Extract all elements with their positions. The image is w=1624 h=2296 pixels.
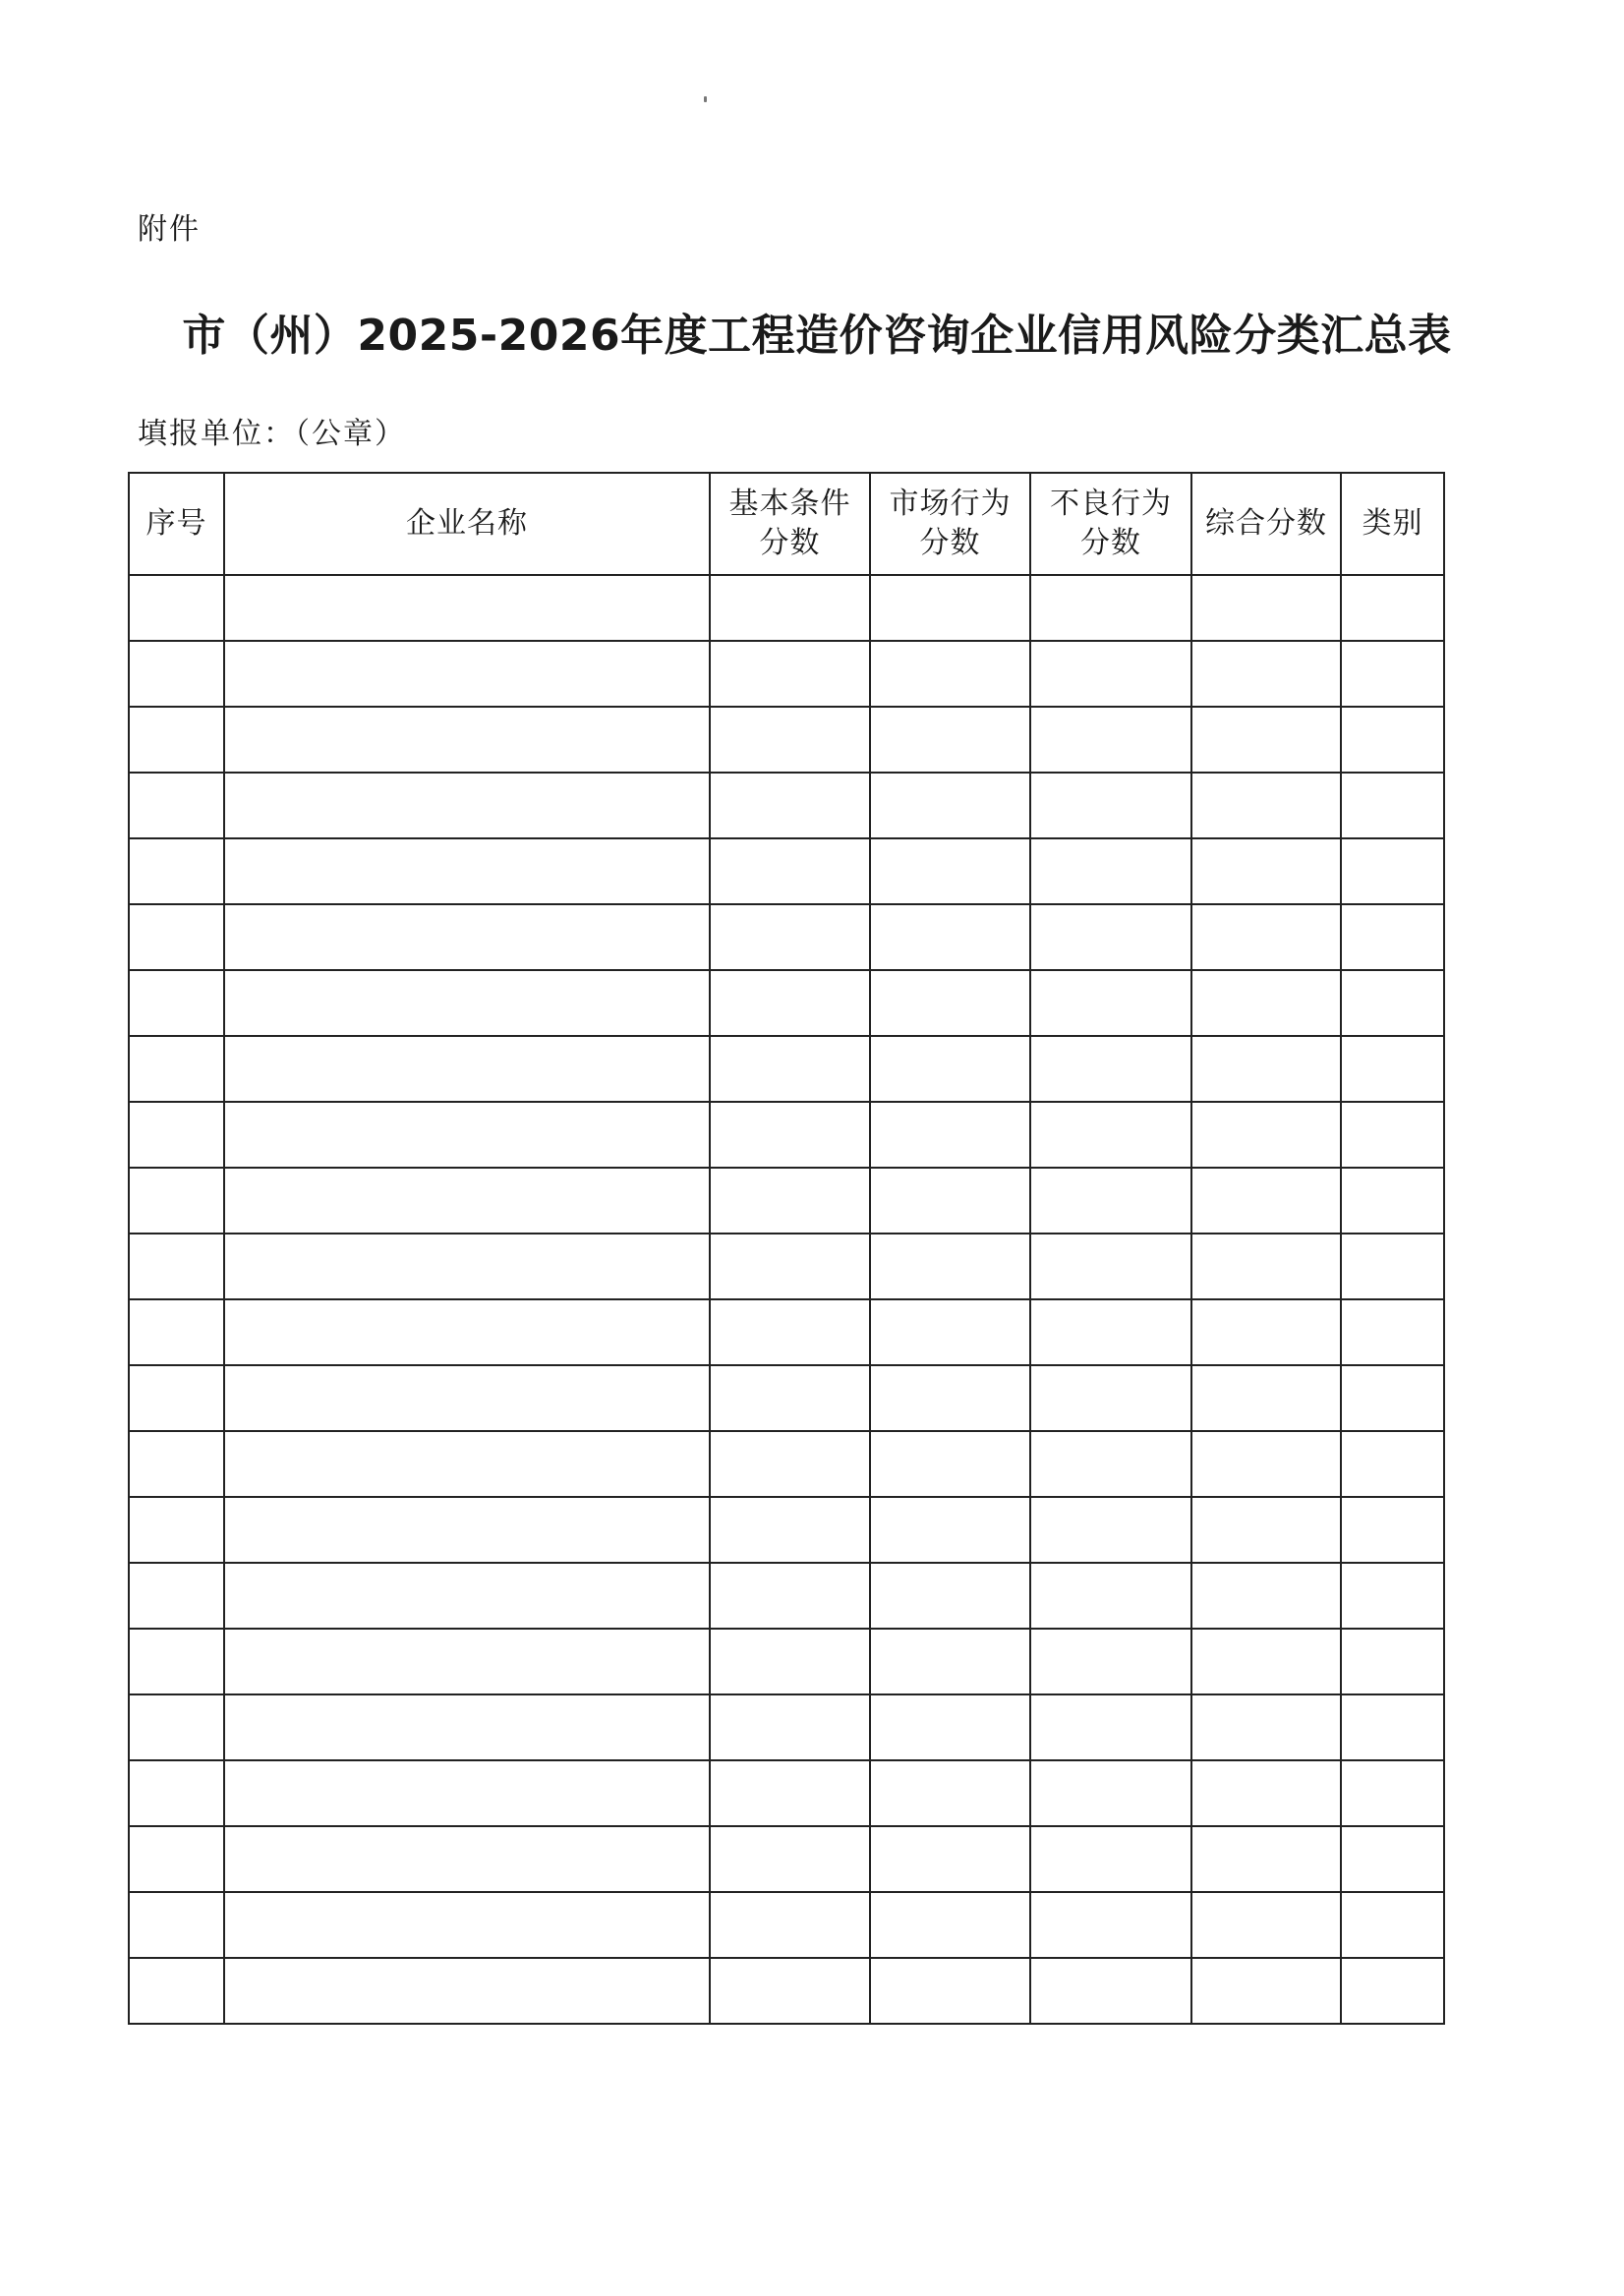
table-row <box>129 575 1444 641</box>
cell-serial-number[interactable] <box>129 1234 224 1299</box>
cell-company-name[interactable] <box>224 1365 710 1431</box>
cell-serial-number[interactable] <box>129 575 224 641</box>
header-company-name: 企业名称 <box>224 473 710 575</box>
cell-bad-behavior-score[interactable] <box>1030 1036 1191 1102</box>
cell-basic-conditions-score[interactable] <box>710 773 870 838</box>
table-row <box>129 838 1444 904</box>
cell-comprehensive-score[interactable] <box>1191 1694 1341 1760</box>
header-comprehensive-score: 综合分数 <box>1191 473 1341 575</box>
cell-serial-number[interactable] <box>129 904 224 970</box>
cell-comprehensive-score[interactable] <box>1191 707 1341 773</box>
cell-market-behavior-score[interactable] <box>870 1892 1030 1958</box>
cell-company-name[interactable] <box>224 1892 710 1958</box>
cell-serial-number[interactable] <box>129 1760 224 1826</box>
cell-category[interactable] <box>1341 641 1444 707</box>
header-market-behavior-score: 市场行为 分数 <box>870 473 1030 575</box>
cell-comprehensive-score[interactable] <box>1191 641 1341 707</box>
cell-company-name[interactable] <box>224 773 710 838</box>
table-row <box>129 707 1444 773</box>
cell-bad-behavior-score[interactable] <box>1030 707 1191 773</box>
cell-market-behavior-score[interactable] <box>870 1694 1030 1760</box>
table-row <box>129 1036 1444 1102</box>
cell-serial-number[interactable] <box>129 1892 224 1958</box>
cell-company-name[interactable] <box>224 904 710 970</box>
cell-comprehensive-score[interactable] <box>1191 1892 1341 1958</box>
cell-comprehensive-score[interactable] <box>1191 1629 1341 1694</box>
cell-market-behavior-score[interactable] <box>870 1958 1030 2024</box>
cell-bad-behavior-score[interactable] <box>1030 773 1191 838</box>
cell-serial-number[interactable] <box>129 1036 224 1102</box>
cell-basic-conditions-score[interactable] <box>710 641 870 707</box>
cell-market-behavior-score[interactable] <box>870 904 1030 970</box>
cell-category[interactable] <box>1341 1760 1444 1826</box>
cell-company-name[interactable] <box>224 1958 710 2024</box>
cell-category[interactable] <box>1341 1036 1444 1102</box>
cell-company-name[interactable] <box>224 1168 710 1234</box>
cell-company-name[interactable] <box>224 641 710 707</box>
table-row <box>129 1102 1444 1168</box>
cell-market-behavior-score[interactable] <box>870 1299 1030 1365</box>
header-basic-conditions-score: 基本条件 分数 <box>710 473 870 575</box>
cell-bad-behavior-score[interactable] <box>1030 641 1191 707</box>
cell-bad-behavior-score[interactable] <box>1030 1629 1191 1694</box>
document-title: 市（州）2025-2026年度工程造价咨询企业信用风险分类汇总表 <box>182 311 1452 361</box>
cell-basic-conditions-score[interactable] <box>710 1826 870 1892</box>
cell-market-behavior-score[interactable] <box>870 1365 1030 1431</box>
cell-basic-conditions-score[interactable] <box>710 1365 870 1431</box>
cell-bad-behavior-score[interactable] <box>1030 1431 1191 1497</box>
cell-serial-number[interactable] <box>129 1102 224 1168</box>
cell-category[interactable] <box>1341 1168 1444 1234</box>
cell-bad-behavior-score[interactable] <box>1030 970 1191 1036</box>
cell-market-behavior-score[interactable] <box>870 1234 1030 1299</box>
cell-serial-number[interactable] <box>129 1958 224 2024</box>
cell-category[interactable] <box>1341 773 1444 838</box>
cell-comprehensive-score[interactable] <box>1191 1299 1341 1365</box>
cell-bad-behavior-score[interactable] <box>1030 1299 1191 1365</box>
cell-company-name[interactable] <box>224 1234 710 1299</box>
cell-company-name[interactable] <box>224 1629 710 1694</box>
cell-bad-behavior-score[interactable] <box>1030 1826 1191 1892</box>
cell-category[interactable] <box>1341 1431 1444 1497</box>
cell-company-name[interactable] <box>224 1760 710 1826</box>
table-row <box>129 1826 1444 1892</box>
cell-bad-behavior-score[interactable] <box>1030 575 1191 641</box>
cell-comprehensive-score[interactable] <box>1191 1234 1341 1299</box>
cell-basic-conditions-score[interactable] <box>710 1036 870 1102</box>
cell-serial-number[interactable] <box>129 1168 224 1234</box>
table-row <box>129 1760 1444 1826</box>
cell-category[interactable] <box>1341 1234 1444 1299</box>
table-row <box>129 1694 1444 1760</box>
cell-comprehensive-score[interactable] <box>1191 970 1341 1036</box>
cell-comprehensive-score[interactable] <box>1191 1958 1341 2024</box>
cell-company-name[interactable] <box>224 1036 710 1102</box>
cell-company-name[interactable] <box>224 1694 710 1760</box>
cell-market-behavior-score[interactable] <box>870 1826 1030 1892</box>
cell-bad-behavior-score[interactable] <box>1030 1892 1191 1958</box>
cell-category[interactable] <box>1341 1365 1444 1431</box>
cell-market-behavior-score[interactable] <box>870 707 1030 773</box>
table-row <box>129 1431 1444 1497</box>
cell-bad-behavior-score[interactable] <box>1030 1168 1191 1234</box>
cell-market-behavior-score[interactable] <box>870 1629 1030 1694</box>
cell-bad-behavior-score[interactable] <box>1030 1958 1191 2024</box>
cell-basic-conditions-score[interactable] <box>710 1629 870 1694</box>
cell-category[interactable] <box>1341 1497 1444 1563</box>
cell-basic-conditions-score[interactable] <box>710 1497 870 1563</box>
cell-company-name[interactable] <box>224 707 710 773</box>
cell-category[interactable] <box>1341 1826 1444 1892</box>
cell-basic-conditions-score[interactable] <box>710 904 870 970</box>
cell-comprehensive-score[interactable] <box>1191 1760 1341 1826</box>
cell-category[interactable] <box>1341 904 1444 970</box>
cell-category[interactable] <box>1341 1694 1444 1760</box>
cell-bad-behavior-score[interactable] <box>1030 1234 1191 1299</box>
cell-category[interactable] <box>1341 575 1444 641</box>
cell-company-name[interactable] <box>224 1299 710 1365</box>
cell-market-behavior-score[interactable] <box>870 838 1030 904</box>
table-row <box>129 1958 1444 2024</box>
cell-basic-conditions-score[interactable] <box>710 1892 870 1958</box>
cell-company-name[interactable] <box>224 575 710 641</box>
table-row <box>129 1892 1444 1958</box>
table-row <box>129 773 1444 838</box>
cell-category[interactable] <box>1341 1892 1444 1958</box>
cell-basic-conditions-score[interactable] <box>710 1168 870 1234</box>
cell-bad-behavior-score[interactable] <box>1030 838 1191 904</box>
cell-basic-conditions-score[interactable] <box>710 1299 870 1365</box>
cell-market-behavior-score[interactable] <box>870 1102 1030 1168</box>
cell-comprehensive-score[interactable] <box>1191 838 1341 904</box>
cell-basic-conditions-score[interactable] <box>710 575 870 641</box>
summary-table <box>128 472 1445 2025</box>
cell-bad-behavior-score[interactable] <box>1030 1563 1191 1629</box>
table-row <box>129 641 1444 707</box>
cell-serial-number[interactable] <box>129 1629 224 1694</box>
cell-category[interactable] <box>1341 1102 1444 1168</box>
cell-comprehensive-score[interactable] <box>1191 575 1341 641</box>
cell-basic-conditions-score[interactable] <box>710 1234 870 1299</box>
cell-comprehensive-score[interactable] <box>1191 1826 1341 1892</box>
cell-bad-behavior-score[interactable] <box>1030 1102 1191 1168</box>
cell-market-behavior-score[interactable] <box>870 970 1030 1036</box>
table-body <box>129 575 1444 2024</box>
fill-unit-label: 填报单位：（公章） <box>138 417 406 451</box>
cell-basic-conditions-score[interactable] <box>710 1431 870 1497</box>
cell-comprehensive-score[interactable] <box>1191 1036 1341 1102</box>
table-row <box>129 1563 1444 1629</box>
cell-company-name[interactable] <box>224 1102 710 1168</box>
cell-market-behavior-score[interactable] <box>870 1168 1030 1234</box>
table-row <box>129 1629 1444 1694</box>
cell-bad-behavior-score[interactable] <box>1030 1694 1191 1760</box>
cell-serial-number[interactable] <box>129 970 224 1036</box>
cell-serial-number[interactable] <box>129 1563 224 1629</box>
cell-market-behavior-score[interactable] <box>870 1431 1030 1497</box>
table-row <box>129 1299 1444 1365</box>
cell-basic-conditions-score[interactable] <box>710 1694 870 1760</box>
cell-serial-number[interactable] <box>129 1826 224 1892</box>
table-row <box>129 1168 1444 1234</box>
cell-serial-number[interactable] <box>129 641 224 707</box>
cell-market-behavior-score[interactable] <box>870 773 1030 838</box>
header-serial-number: 序号 <box>129 473 224 575</box>
cell-category[interactable] <box>1341 707 1444 773</box>
cell-comprehensive-score[interactable] <box>1191 1563 1341 1629</box>
cell-serial-number[interactable] <box>129 1365 224 1431</box>
cell-market-behavior-score[interactable] <box>870 575 1030 641</box>
attachment-label: 附件 <box>138 212 201 247</box>
cell-category[interactable] <box>1341 1563 1444 1629</box>
cell-company-name[interactable] <box>224 1563 710 1629</box>
cell-comprehensive-score[interactable] <box>1191 1431 1341 1497</box>
table-row <box>129 1497 1444 1563</box>
cell-comprehensive-score[interactable] <box>1191 1497 1341 1563</box>
table-row <box>129 970 1444 1036</box>
cell-company-name[interactable] <box>224 970 710 1036</box>
cell-market-behavior-score[interactable] <box>870 1497 1030 1563</box>
cell-comprehensive-score[interactable] <box>1191 1102 1341 1168</box>
cell-basic-conditions-score[interactable] <box>710 1958 870 2024</box>
table-row <box>129 1365 1444 1431</box>
cell-basic-conditions-score[interactable] <box>710 1760 870 1826</box>
cell-market-behavior-score[interactable] <box>870 1760 1030 1826</box>
cell-comprehensive-score[interactable] <box>1191 904 1341 970</box>
cell-bad-behavior-score[interactable] <box>1030 1365 1191 1431</box>
header-category: 类别 <box>1341 473 1444 575</box>
cell-company-name[interactable] <box>224 1431 710 1497</box>
cell-serial-number[interactable] <box>129 1694 224 1760</box>
cell-company-name[interactable] <box>224 838 710 904</box>
scan-speck <box>704 96 707 102</box>
table-row <box>129 904 1444 970</box>
cell-bad-behavior-score[interactable] <box>1030 1497 1191 1563</box>
cell-basic-conditions-score[interactable] <box>710 1102 870 1168</box>
cell-category[interactable] <box>1341 970 1444 1036</box>
cell-comprehensive-score[interactable] <box>1191 1168 1341 1234</box>
cell-market-behavior-score[interactable] <box>870 1036 1030 1102</box>
cell-serial-number[interactable] <box>129 773 224 838</box>
table-header-row <box>129 473 1444 575</box>
cell-serial-number[interactable] <box>129 1497 224 1563</box>
cell-market-behavior-score[interactable] <box>870 1563 1030 1629</box>
cell-basic-conditions-score[interactable] <box>710 707 870 773</box>
cell-serial-number[interactable] <box>129 838 224 904</box>
cell-category[interactable] <box>1341 838 1444 904</box>
cell-company-name[interactable] <box>224 1497 710 1563</box>
cell-basic-conditions-score[interactable] <box>710 1563 870 1629</box>
header-bad-behavior-score: 不良行为 分数 <box>1030 473 1191 575</box>
table-row <box>129 1234 1444 1299</box>
cell-serial-number[interactable] <box>129 1431 224 1497</box>
cell-bad-behavior-score[interactable] <box>1030 1760 1191 1826</box>
cell-basic-conditions-score[interactable] <box>710 838 870 904</box>
cell-company-name[interactable] <box>224 1826 710 1892</box>
cell-basic-conditions-score[interactable] <box>710 970 870 1036</box>
cell-market-behavior-score[interactable] <box>870 641 1030 707</box>
cell-bad-behavior-score[interactable] <box>1030 904 1191 970</box>
cell-category[interactable] <box>1341 1958 1444 2024</box>
cell-serial-number[interactable] <box>129 1299 224 1365</box>
cell-category[interactable] <box>1341 1299 1444 1365</box>
cell-category[interactable] <box>1341 1629 1444 1694</box>
cell-comprehensive-score[interactable] <box>1191 1365 1341 1431</box>
cell-comprehensive-score[interactable] <box>1191 773 1341 838</box>
cell-serial-number[interactable] <box>129 707 224 773</box>
